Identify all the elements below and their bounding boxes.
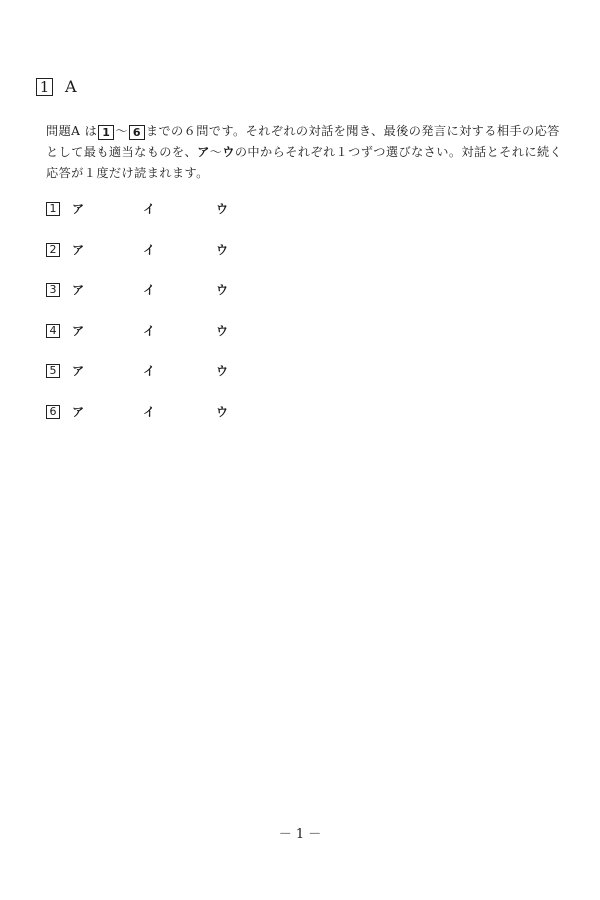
choice-u[interactable]: ウ	[216, 404, 229, 419]
instructions-text-2: までの６問です。それぞれの対話を聞き、最後の発言に対する相手の応答として最も適当なものを、	[46, 124, 560, 159]
section-number: 1	[36, 78, 53, 96]
instructions-text-1: 問題A は	[46, 124, 98, 138]
choice-a[interactable]: ア	[72, 242, 85, 257]
question-number-box: 1	[46, 202, 60, 216]
instructions-paragraph	[46, 121, 566, 184]
question-number-box: 2	[46, 243, 60, 257]
range-end-box: 6	[129, 125, 145, 140]
choice-i[interactable]: イ	[143, 283, 156, 297]
choice-a[interactable]: ア	[72, 404, 85, 419]
choice-a[interactable]: ア	[72, 323, 85, 338]
choice-a[interactable]: ア	[72, 364, 85, 378]
instructions-text-3: の中からそれぞれ１つずつ選びなさい。対話とそれに続く応答が１度だけ読まれます。	[46, 145, 563, 180]
option-start-label: ア	[197, 145, 210, 159]
choice-i[interactable]: イ	[143, 202, 156, 216]
choice-u[interactable]: ウ	[216, 283, 229, 297]
question-number-box: 6	[46, 405, 60, 419]
choice-i[interactable]: イ	[143, 242, 156, 257]
page-number: － 1 －	[278, 827, 322, 842]
question-number-box: 3	[46, 283, 60, 297]
choice-u[interactable]: ウ	[216, 242, 229, 257]
section-title: A	[65, 77, 77, 96]
range-start-box: 1	[98, 125, 114, 140]
choice-u[interactable]: ウ	[216, 323, 229, 338]
choice-u[interactable]: ウ	[216, 202, 229, 216]
section-header	[36, 78, 77, 96]
choice-i[interactable]: イ	[143, 323, 156, 338]
question-number-box: 4	[46, 324, 60, 338]
option-separator: 〜	[209, 145, 223, 159]
option-end-label: ウ	[222, 145, 235, 159]
choice-i[interactable]: イ	[143, 364, 156, 378]
range-separator: 〜	[115, 124, 128, 138]
choice-a[interactable]: ア	[72, 283, 85, 297]
choice-i[interactable]: イ	[143, 404, 156, 419]
choice-a[interactable]: ア	[72, 202, 85, 216]
choice-u[interactable]: ウ	[216, 364, 229, 378]
question-number-box: 5	[46, 364, 60, 378]
